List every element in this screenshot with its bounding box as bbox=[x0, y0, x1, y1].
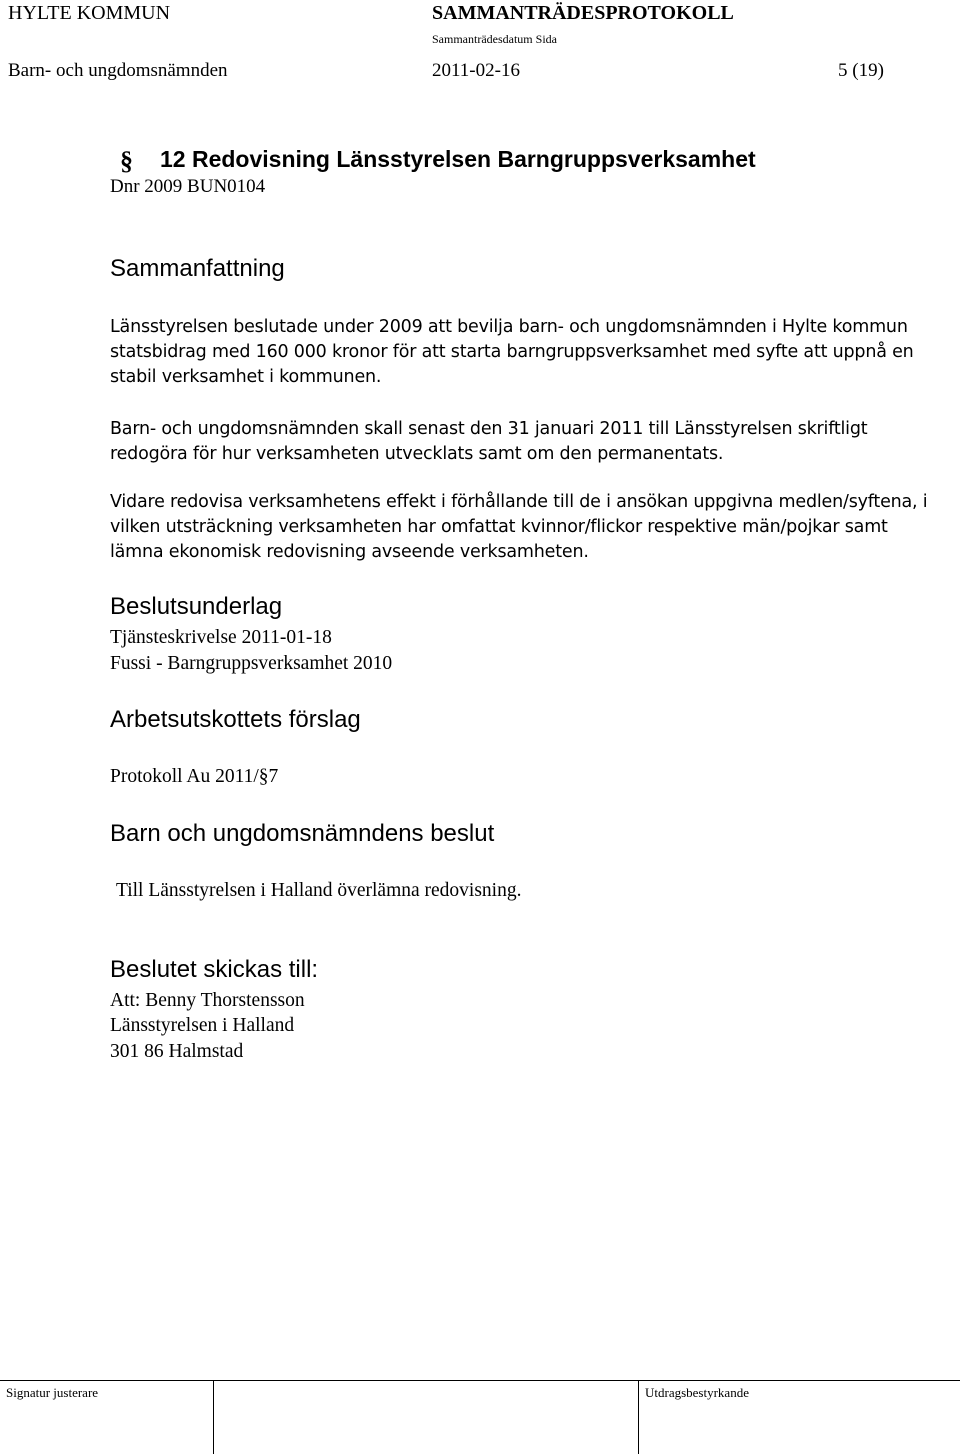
header-sub-labels: Sammanträdesdatum Sida bbox=[432, 32, 557, 46]
text-line: vilken utsträckning verksamheten har omfattat kvinnor/flickor respektive män/pojkar samt bbox=[110, 517, 888, 537]
text-line: redogöra för hur verksamheten utvecklats samt om den permanentats. bbox=[110, 444, 724, 464]
recipient-line: Att: Benny Thorstensson bbox=[110, 990, 305, 1011]
meeting-date: 2011-02-16 bbox=[432, 60, 520, 81]
summary-heading: Sammanfattning bbox=[110, 255, 285, 282]
text-line: stabil verksamhet i kommunen. bbox=[110, 367, 382, 387]
committee-proposal-heading: Arbetsutskottets förslag bbox=[110, 706, 361, 733]
recipient-line: Länsstyrelsen i Halland bbox=[110, 1015, 295, 1036]
basis-item: Tjänsteskrivelse 2011-01-18 bbox=[110, 627, 332, 648]
summary-paragraph-1 bbox=[110, 315, 930, 390]
text-line: Länsstyrelsen beslutade under 2009 att bevilja barn- och ungdomsnämnden i Hylte kommun bbox=[110, 317, 908, 337]
decision-heading: Barn och ungdomsnämndens beslut bbox=[110, 820, 495, 847]
footer-column-divider bbox=[213, 1380, 214, 1454]
text-line: Barn- och ungdomsnämnden skall senast den 31 januari 2011 till Länsstyrelsen skriftligt bbox=[110, 419, 868, 439]
footer-column-divider bbox=[638, 1380, 639, 1454]
text-line: statsbidrag med 160 000 kronor för att starta barngruppsverksamhet med syfte att uppnå en bbox=[110, 342, 914, 362]
document-type: SAMMANTRÄDESPROTOKOLL bbox=[432, 2, 734, 24]
summary-paragraph-3 bbox=[110, 490, 930, 565]
summary-paragraph-2 bbox=[110, 417, 930, 467]
organization-name: HYLTE KOMMUN bbox=[8, 2, 171, 24]
diary-number: Dnr 2009 BUN0104 bbox=[110, 176, 266, 197]
extract-label: Utdragsbestyrkande bbox=[645, 1385, 749, 1400]
committee-proposal-text: Protokoll Au 2011/§7 bbox=[110, 766, 279, 787]
board-name: Barn- och ungdomsnämnden bbox=[8, 60, 228, 81]
recipient-line: 301 86 Halmstad bbox=[110, 1041, 244, 1062]
sent-to-heading: Beslutet skickas till: bbox=[110, 956, 319, 983]
basis-item: Fussi - Barngruppsverksamhet 2010 bbox=[110, 653, 393, 674]
footer-divider bbox=[0, 1380, 960, 1381]
text-line: Vidare redovisa verksamhetens effekt i förhållande till de i ansökan uppgivna medlen/syftena, i bbox=[110, 492, 928, 512]
decision-text: Till Länsstyrelsen i Halland överlämna redovisning. bbox=[116, 880, 522, 901]
text-line: lämna ekonomisk redovisning avseende verksamheten. bbox=[110, 542, 589, 562]
section-mark: § bbox=[120, 146, 133, 175]
section-title: 12 Redovisning Länsstyrelsen Barngruppsverksamhet bbox=[160, 146, 756, 172]
basis-heading: Beslutsunderlag bbox=[110, 593, 283, 620]
page-number: 5 (19) bbox=[838, 60, 884, 81]
signature-label: Signatur justerare bbox=[6, 1385, 99, 1400]
